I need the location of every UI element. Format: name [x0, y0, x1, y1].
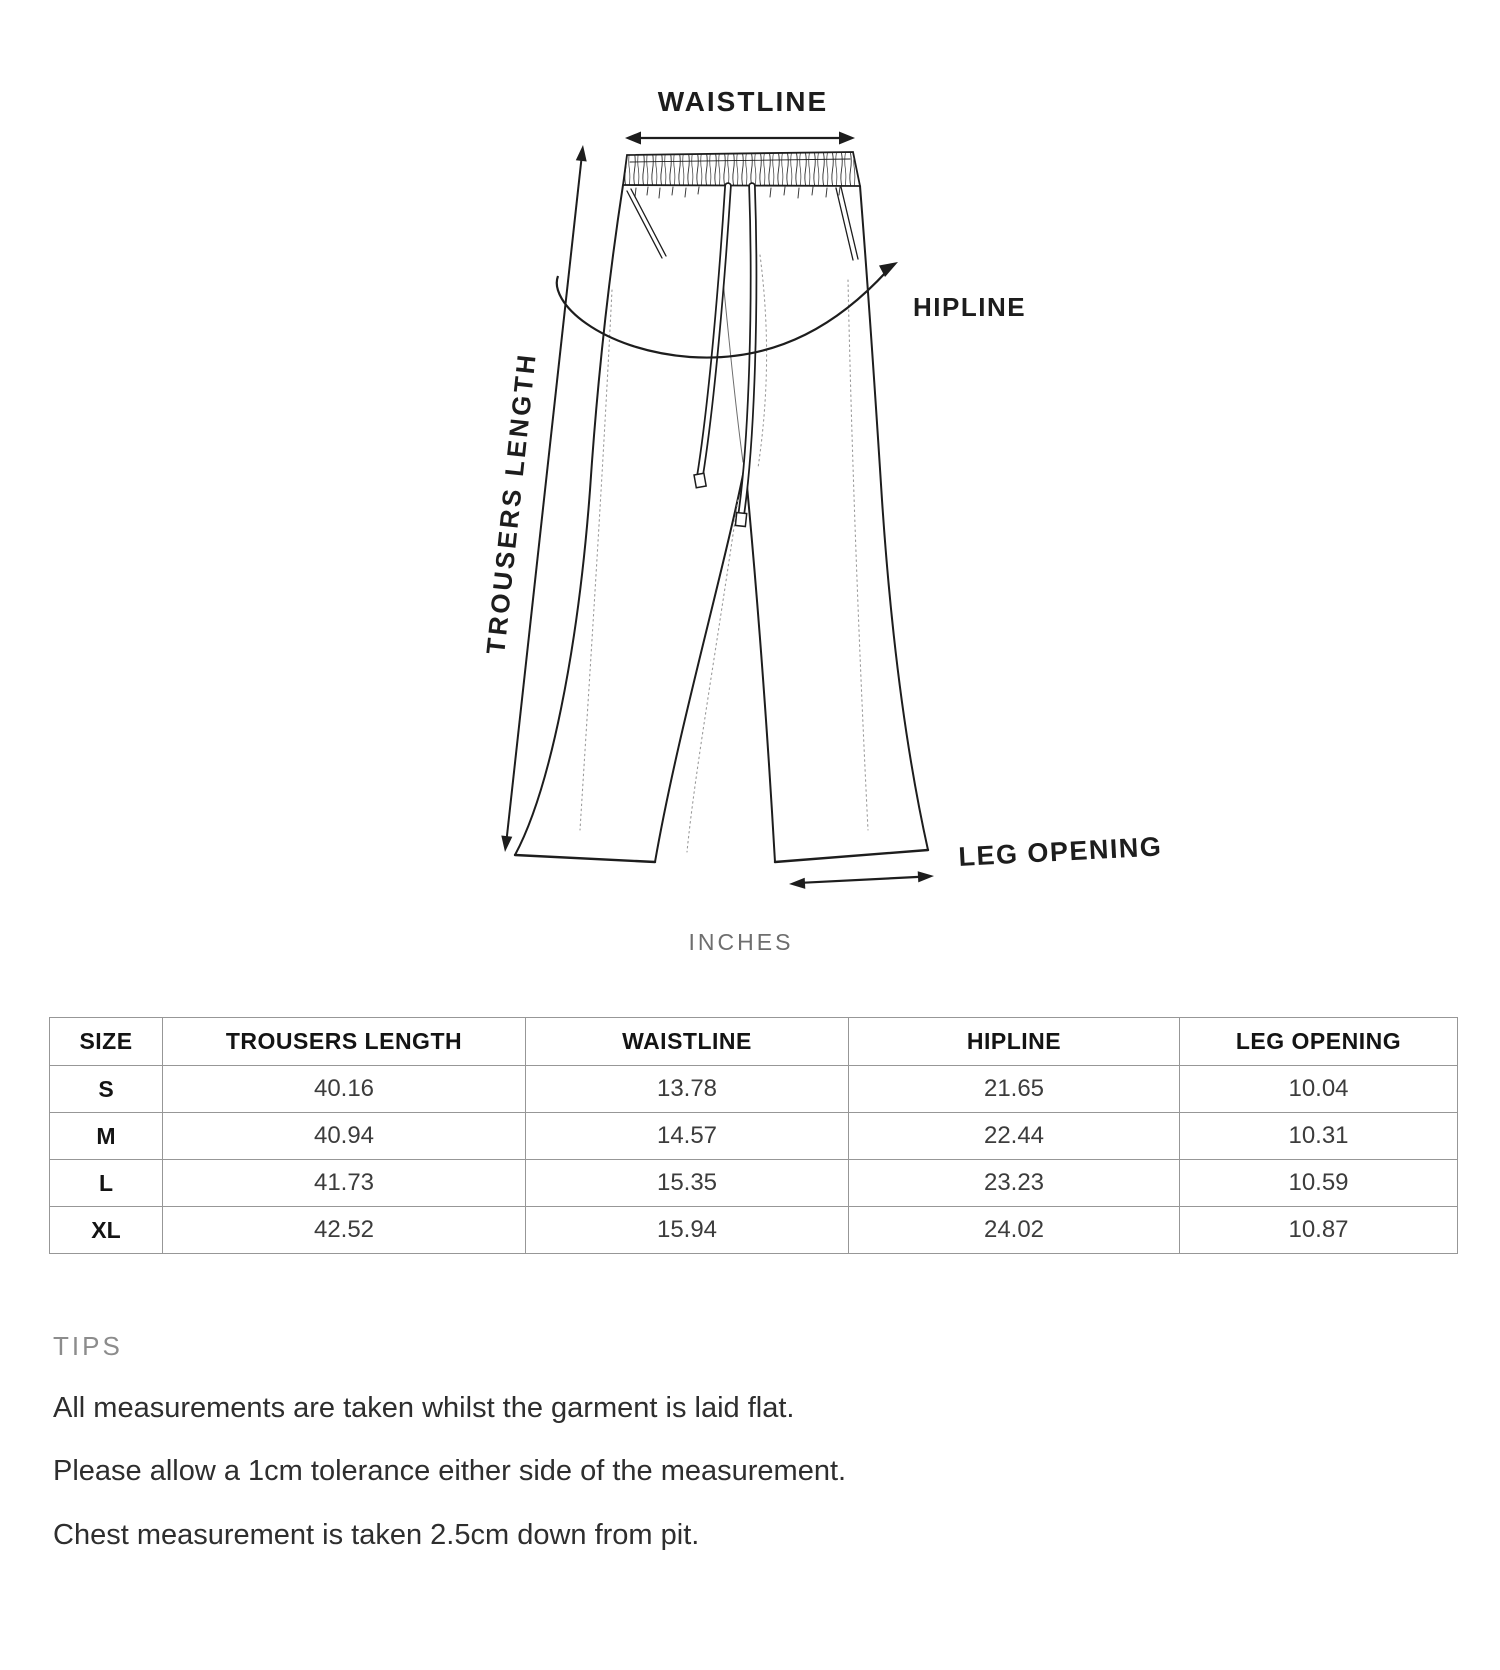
waistband-gather-ticks — [635, 187, 840, 198]
fly-seam — [722, 270, 743, 462]
crease-lines — [580, 255, 868, 852]
table-row-l — [50, 1160, 1458, 1207]
size-table — [49, 1017, 1458, 1254]
measurement-cell: 10.87 — [1180, 1207, 1458, 1254]
measurement-cell: 15.35 — [526, 1160, 849, 1207]
column-header-size: SIZE — [50, 1018, 163, 1066]
size-cell: S — [50, 1066, 163, 1113]
leg-opening-arrow — [789, 871, 934, 889]
measurement-cell: 42.52 — [163, 1207, 526, 1254]
size-cell: M — [50, 1113, 163, 1160]
waistband — [623, 152, 860, 186]
tip-line: Chest measurement is taken 2.5cm down from pit. — [53, 1519, 700, 1551]
measurement-cell: 21.65 — [849, 1066, 1180, 1113]
column-header-trousers-length: TROUSERS LENGTH — [163, 1018, 526, 1066]
unit-label: INCHES — [688, 929, 794, 955]
column-header-hipline: HIPLINE — [849, 1018, 1180, 1066]
measurement-cell: 40.16 — [163, 1066, 526, 1113]
table-row-xl — [50, 1207, 1458, 1254]
measurement-cell: 15.94 — [526, 1207, 849, 1254]
measurement-cell: 10.59 — [1180, 1160, 1458, 1207]
column-header-leg-opening: LEG OPENING — [1180, 1018, 1458, 1066]
trousers-sketch — [515, 152, 928, 862]
trousers-measurement-diagram — [440, 70, 1200, 910]
measurement-cell: 24.02 — [849, 1207, 1180, 1254]
measurement-cell: 41.73 — [163, 1160, 526, 1207]
measurement-cell: 14.57 — [526, 1113, 849, 1160]
measurement-cell: 10.31 — [1180, 1113, 1458, 1160]
tip-line: All measurements are taken whilst the garment is laid flat. — [53, 1392, 795, 1424]
tips-heading: TIPS — [53, 1331, 123, 1361]
measurement-cell: 40.94 — [163, 1113, 526, 1160]
measurement-cell: 10.04 — [1180, 1066, 1458, 1113]
table-row-m — [50, 1113, 1458, 1160]
measurement-annotations — [501, 132, 934, 889]
table-row-s — [50, 1066, 1458, 1113]
trousers-length-label: TROUSERS LENGTH — [480, 350, 542, 656]
hipline-label: HIPLINE — [913, 292, 1027, 322]
tip-line: Please allow a 1cm tolerance either side of the measurement. — [53, 1455, 847, 1487]
waistline-arrow — [625, 132, 855, 145]
hipline-arc — [557, 262, 898, 358]
measurement-cell: 13.78 — [526, 1066, 849, 1113]
measurement-cell: 22.44 — [849, 1113, 1180, 1160]
measurement-cell: 23.23 — [849, 1160, 1180, 1207]
size-table-header-row — [50, 1018, 1458, 1066]
waistline-label: WAISTLINE — [657, 86, 829, 117]
column-header-waistline: WAISTLINE — [526, 1018, 849, 1066]
leg-opening-label: LEG OPENING — [957, 831, 1164, 872]
pocket-lines — [627, 187, 858, 260]
size-cell: XL — [50, 1207, 163, 1254]
size-cell: L — [50, 1160, 163, 1207]
